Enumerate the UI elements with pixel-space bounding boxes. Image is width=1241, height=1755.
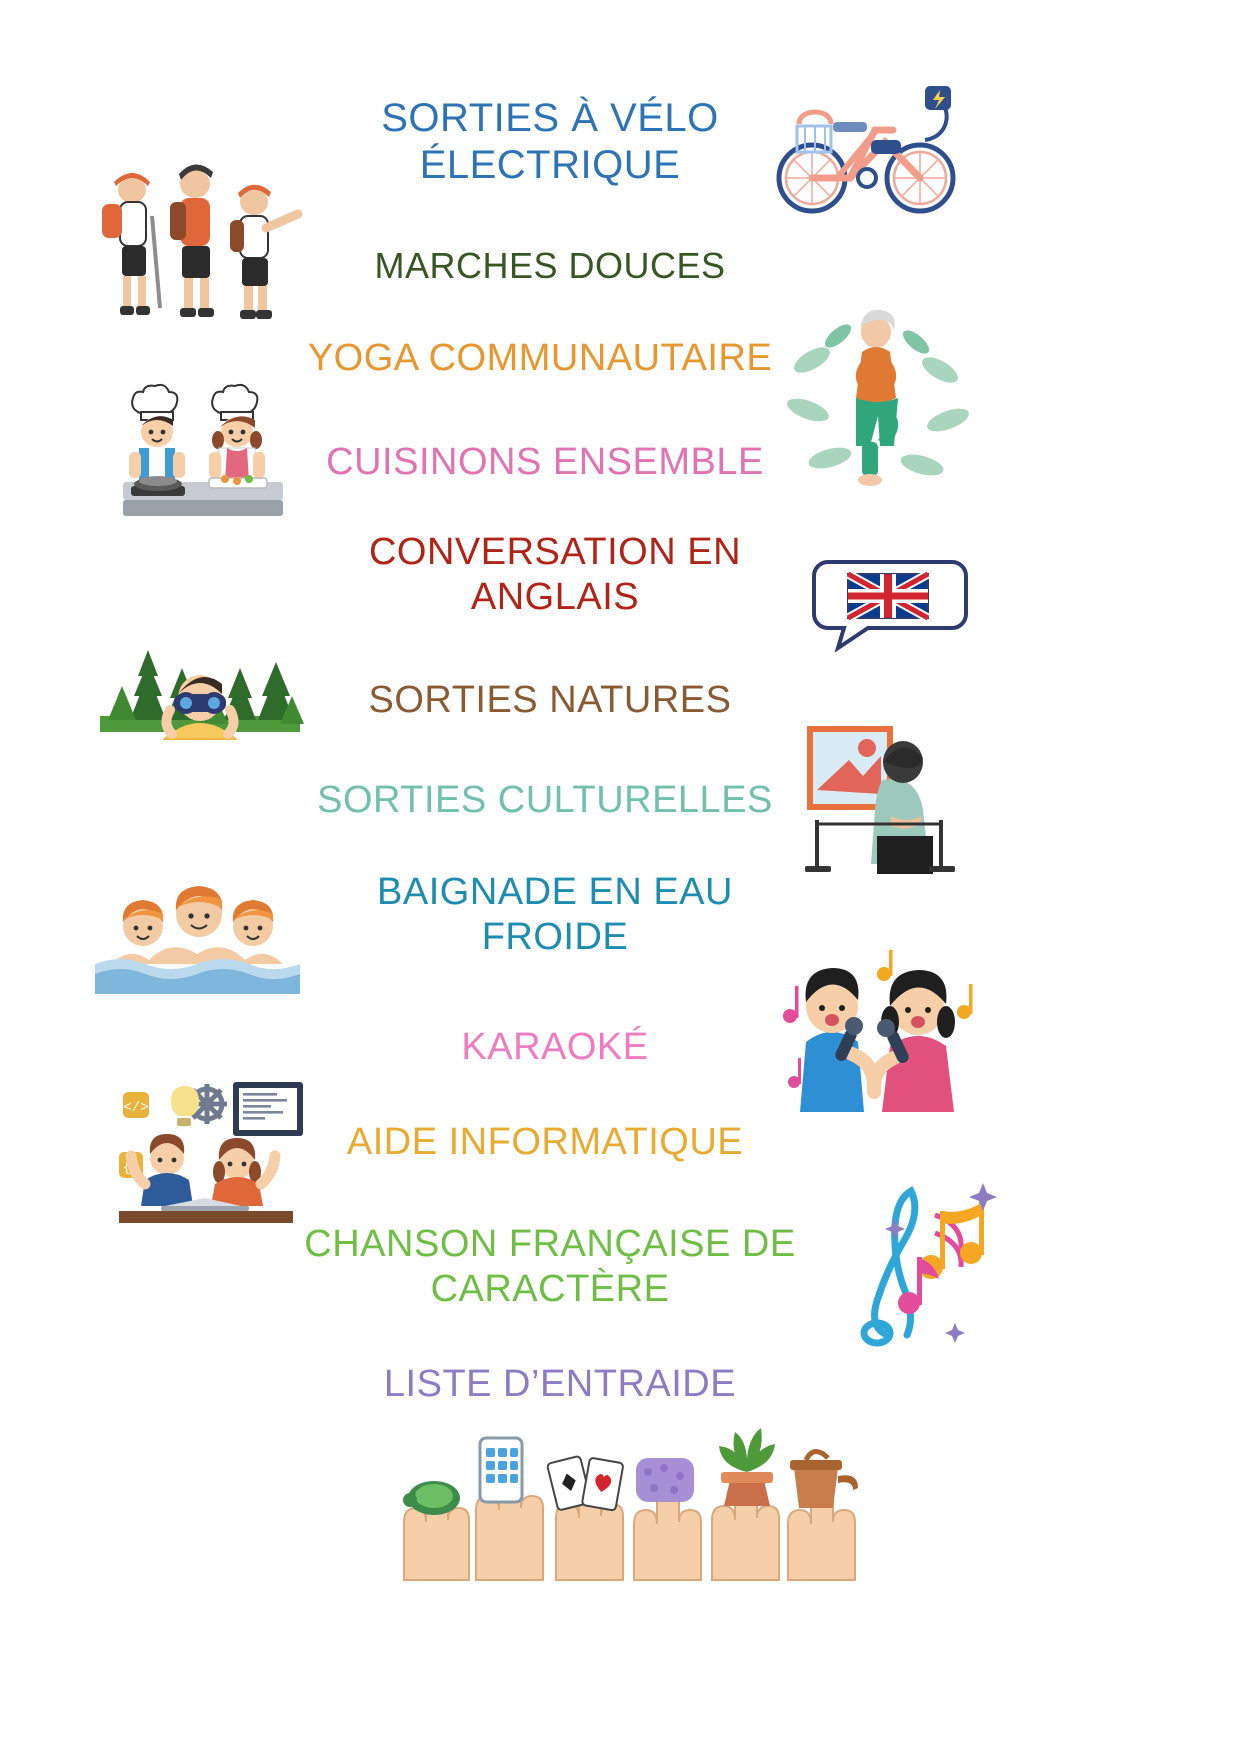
- museum-visitor-icon: [795, 720, 965, 880]
- activity-title-liste-entraide: LISTE D’ENTRAIDE: [383, 1363, 737, 1405]
- hikers-icon: [92, 158, 297, 333]
- activity-title-velo-electrique: SORTIES À VÉLO ÉLECTRIQUE: [381, 96, 719, 188]
- svg-text:</>: </>: [123, 1100, 149, 1116]
- activity-title-marches-douces: MARCHES DOUCES: [374, 245, 726, 286]
- music-notes-icon: [835, 1175, 1000, 1355]
- electric-bicycle-icon: [775, 80, 975, 220]
- activity-title-anglais: CONVERSATION EN ANGLAIS: [368, 531, 742, 618]
- activity-title-baignade: BAIGNADE EN EAU FROIDE: [377, 871, 733, 958]
- yoga-pose-icon: [790, 300, 965, 495]
- raised-hands-items-icon: [380, 1420, 850, 1580]
- activity-title-sorties-culturelles: SORTIES CULTURELLES: [317, 779, 773, 821]
- activity-title-yoga: YOGA COMMUNAUTAIRE: [307, 337, 773, 379]
- cooking-kids-icon: [105, 378, 300, 543]
- activity-title-chanson-francaise: CHANSON FRANÇAISE DE CARACTÈRE: [304, 1223, 796, 1310]
- binoculars-forest-icon: [100, 620, 300, 750]
- karaoke-singers-icon: [780, 950, 975, 1120]
- activity-title-karaoke: KARAOKÉ: [461, 1026, 649, 1068]
- activity-title-sorties-natures: SORTIES NATURES: [368, 679, 732, 721]
- computer-help-icon: [105, 1080, 305, 1225]
- speech-bubble-uk-flag-icon: [810, 550, 970, 660]
- activity-title-cuisine: CUISINONS ENSEMBLE: [326, 441, 764, 483]
- cold-water-swimmers-icon: [95, 880, 300, 1000]
- activity-title-aide-informatique: AIDE INFORMATIQUE: [346, 1121, 744, 1163]
- svg-text:{}: {}: [122, 1160, 140, 1176]
